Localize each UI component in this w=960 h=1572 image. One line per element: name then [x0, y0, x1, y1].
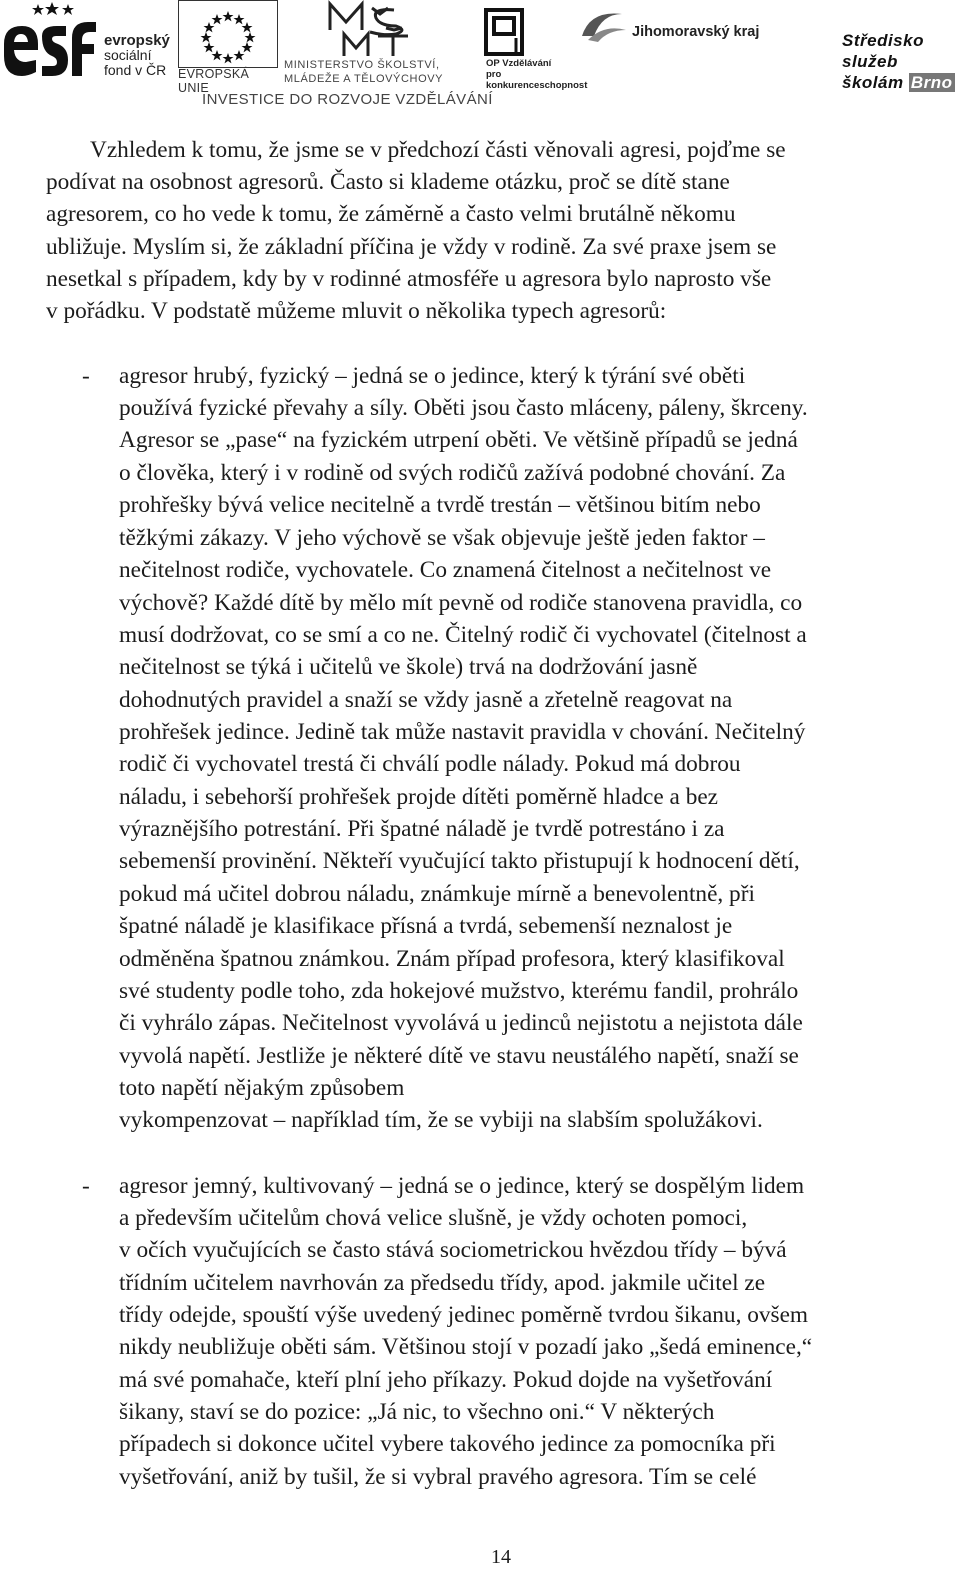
list-line: či vyhrálo zápas. Nečitelnost vyvolává u jedinců nejistotu a nejistota dále — [119, 1010, 803, 1036]
list-line: případech si dokonce učitel vybere takového jedince za pomocníka při — [119, 1431, 776, 1457]
esf-logo-icon — [2, 0, 98, 82]
list-line: toto napětí nějakým způsobem — [119, 1075, 405, 1101]
eu-caption: EVROPSKÁ UNIE — [178, 67, 250, 95]
list-line: pokud má učitel dobrou náladu, známkuje mírně a benevolentně, při — [119, 881, 755, 907]
list-line: musí dodržovat, co se smí a co ne. Čitelný rodič či vychovatel (čitelnost a — [119, 622, 807, 648]
list-bullet: - — [82, 363, 90, 389]
op-vzdelavani-logo-icon — [484, 8, 524, 56]
intro-line: ubližuje. Myslím si, že základní příčina je vždy v rodině. Za své praxe jsem se — [46, 234, 777, 260]
list-line: vyvolá napětí. Jestliže je některé dítě ve stavu neustálého napětí, snaží se — [119, 1043, 799, 1069]
list-bullet: - — [82, 1173, 90, 1199]
intro-line: agresorem, co ho vede k tomu, že záměrně a často velmi brutálně někomu — [46, 201, 736, 227]
esf-wordmark — [104, 33, 170, 78]
intro-line: nesetkal s případem, kdy by v rodinné atmosféře u agresora bylo naprosto vše — [46, 266, 772, 292]
list-line: vykompenzovat – například tím, že se vybiji na slabším spolužákovi. — [119, 1107, 763, 1133]
list-line: špatné náladě je klasifikace přísná a tvrdá, sebemenší neznalost je — [119, 913, 733, 939]
list-line: nečitelnost rodiče, vychovatele. Co znamená čitelnost a nečitelnost ve — [119, 557, 772, 583]
list-line: výchově? Každé dítě by mělo mít pevně od rodiče stanovena pravidla, co — [119, 590, 803, 616]
stredisko-brno: Brno — [910, 73, 953, 92]
list-line: vyšetřování, aniž by tušil, že si vybral pravého agresora. Tím se celé — [119, 1464, 757, 1490]
op-line-1: OP Vzdělávání — [486, 58, 552, 69]
esf-line-3: fond v ČR — [104, 62, 167, 78]
list-line: dohodnutých pravidel a snaží se vždy jasně a zřetelně reagovat na — [119, 687, 733, 713]
logo-header — [0, 0, 960, 115]
esf-line-2: sociální — [104, 47, 152, 63]
list-line: má své pomahače, kteří plní jeho příkazy. Pokud dojde na vyšetřování — [119, 1367, 773, 1393]
intro-line: Vzhledem k tomu, že jsme se v předchozí části věnovali agresi, pojďme se — [90, 137, 786, 163]
eu-flag-icon — [178, 0, 278, 68]
op-line-2: pro konkurenceschopnost — [486, 69, 588, 91]
stredisko-skolam: školám — [842, 73, 904, 92]
jmk-wordmark: Jihomoravský kraj — [632, 24, 760, 40]
list-line: rodič či vychovatel trestá či chválí podle nálady. Pokud má dobrou — [119, 751, 741, 777]
list-line: prohřešek jedince. Jedině tak může nastavit pravidla v chování. Nečitelný — [119, 719, 806, 745]
list-line: používá fyzické převahy a síly. Oběti jsou často mláceny, páleny, škrceny. — [119, 395, 808, 421]
list-line: náladu, i sebehorší prohřešek projde dítěti poměrně hladce a bez — [119, 784, 719, 810]
list-line: nikdy neubližuje oběti sám. Většinou stojí v pozadí jako „šedá eminence,“ — [119, 1334, 813, 1360]
list-line: těžkými zákazy. V jeho výchově se však objevuje ještě jeden faktor – — [119, 525, 765, 551]
list-line: agresor hrubý, fyzický – jedná se o jedince, který k týrání své oběti — [119, 363, 746, 389]
page-number: 14 — [491, 1546, 511, 1568]
list-line: a především učitelům chová velice slušně, je vždy ochoten pomoci, — [119, 1205, 748, 1231]
list-line: výraznějšího potrestání. Při špatné náladě je tvrdě potrestáno i za — [119, 816, 725, 842]
list-line: o člověka, který i v rodině od svých rodičů zažívá podobné chování. Za — [119, 460, 786, 486]
list-line: agresor jemný, kultivovaný – jedná se o jedince, který se dospělým lidem — [119, 1173, 805, 1199]
list-line: v očích vyučujících se často stává sociometrickou hvězdou třídy – bývá — [119, 1237, 787, 1263]
msmt-caption — [284, 58, 454, 86]
msmt-logo-icon — [324, 0, 414, 58]
esf-line-1: evropský — [104, 32, 170, 49]
list-line: odměněna špatnou známkou. Znám případ profesora, který klasifikoval — [119, 946, 785, 972]
list-line: sebemenší provinění. Někteří vyučující takto přistupují k hodnocení dětí, — [119, 848, 800, 874]
list-line: Agresor se „pase“ na fyzickém utrpení oběti. Ve většině případů se jedná — [119, 427, 798, 453]
list-line: třídním učitelem navrhován za předsedu třídy, apod. jakmile učitel ze — [119, 1270, 766, 1296]
investice-tagline: INVESTICE DO ROZVOJE VZDĚLÁVÁNÍ — [202, 91, 493, 108]
msmt-line-2: MLÁDEŽE A TĚLOVÝCHOVY — [284, 73, 444, 85]
stredisko-logo — [842, 30, 960, 93]
intro-line: podívat na osobnost agresorů. Často si klademe otázku, proč se dítě stane — [46, 169, 730, 195]
list-line: nečitelnost se týká i učitelů ve škole) trvá na dodržování jasně — [119, 654, 698, 680]
intro-line: v pořádku. V podstatě můžeme mluvit o několika typech agresorů: — [46, 298, 667, 324]
list-line: třídy odejde, spouští výše uvedený jedinec poměrně tvrdou šikanu, ovšem — [119, 1302, 809, 1328]
list-line: šikany, staví se do pozice: „Já nic, to všechno oni.“ V některých — [119, 1399, 715, 1425]
stredisko-line-2 — [842, 72, 960, 93]
list-line: prohřešky bývá velice necitelně a tvrdě trestán – většinou bitím nebo — [119, 492, 761, 518]
list-line: své studenty podle toho, zda hokejové mužstvo, kterému fandil, prohrálo — [119, 978, 799, 1004]
op-caption — [486, 58, 586, 91]
msmt-line-1: MINISTERSTVO ŠKOLSTVÍ, — [284, 59, 440, 71]
stredisko-line-1: Středisko služeb — [842, 31, 924, 71]
